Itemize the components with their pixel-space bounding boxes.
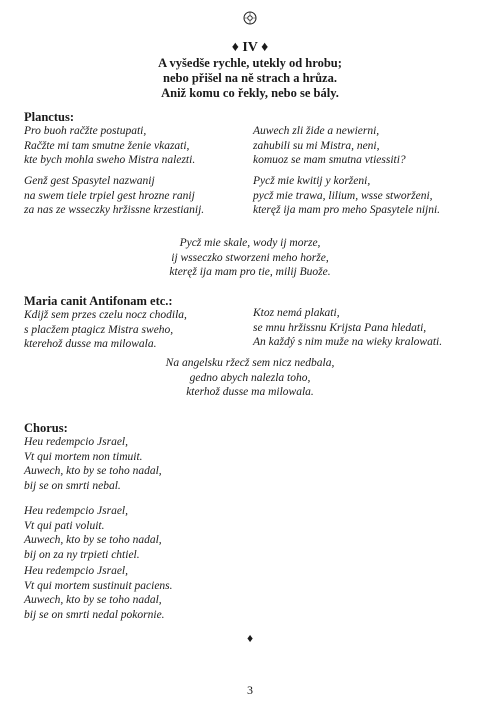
verse-line: Pycž mie kwitij y korženi, (253, 175, 371, 187)
chorus-label: Chorus: (24, 421, 68, 435)
maria-right-stanza (253, 306, 442, 350)
verse-line: Na angelsku ržecž sem nicz nedbala, (165, 357, 335, 369)
verse-line: komuoz se mam smutna vtiessiti? (253, 154, 406, 166)
planctus-right-stanza-1 (253, 124, 406, 168)
page-number: 3 (247, 683, 253, 697)
verse-line: gedno abych nalezla toho, (189, 371, 311, 384)
planctus-right-stanza-2 (253, 174, 440, 218)
maria-left-stanza (24, 308, 187, 352)
heading-line: nebo přišel na ně strach a hrůza. (163, 71, 337, 85)
planctus-left-stanza-2 (24, 174, 204, 218)
chapter-numeral: ♦ IV ♦ (231, 40, 269, 55)
verse-line: kterehož dusse ma milowala. (24, 338, 157, 350)
verse-line: kteręž ija mam pro tie, milij Buože. (169, 266, 331, 278)
verse-line: bij se on smrti nedal pokornie. (24, 608, 165, 621)
verse-line: Heu redempcio Jsrael, (24, 565, 128, 577)
verse-line: bij on za ny trpieti chtiel. (24, 548, 140, 561)
chorus-stanza-2 (24, 504, 162, 562)
verse-line: An každý s nim muže na wieky kralowati. (253, 336, 443, 348)
planctus-center-stanza (0, 236, 500, 280)
verse-line: Vt qui mortem non timuit. (24, 450, 143, 463)
floral-ornament-icon (243, 11, 257, 25)
verse-line: zahubili su mi Mistra, neni, (253, 139, 380, 152)
verse-line: kterhož dusse ma milowala. (186, 386, 314, 398)
verse-line: ij wsseczko stworzeni meho horže, (171, 251, 329, 264)
diamond-ornament-icon: ♦ (246, 631, 254, 645)
verse-line: Auwech, kto by se toho nadal, (24, 594, 162, 606)
planctus-label: Planctus: (24, 110, 74, 124)
verse-line: Vt qui pati voluit. (24, 519, 105, 532)
verse-line: za nas ze wsseczky hržissne krzestianij. (24, 204, 205, 216)
maria-label: Maria canit Antifonam etc.: (24, 294, 173, 308)
heading-line: A vyšedše rychle, utekly od hrobu; (158, 56, 342, 70)
verse-line: Kdijž sem przes czelu nocz chodila, (24, 309, 187, 321)
verse-line: Pycž mie skale, wody ij morze, (179, 237, 321, 249)
verse-line: Heu redempcio Jsrael, (24, 436, 128, 448)
verse-line: Genž gest Spasytel nazwanij (24, 175, 155, 187)
verse-line: Ktoz nemá plakati, (253, 307, 340, 319)
verse-line: Auwech, kto by se toho nadal, (24, 465, 162, 477)
verse-line: na swem tiele trpiel gest hrozne ranij (24, 189, 195, 202)
verse-line: Heu redempcio Jsrael, (24, 505, 128, 517)
verse-line: kteręž ija mam pro meho Spasytele nijni. (253, 204, 441, 216)
verse-line: Račžte mi tam smutne ženie vkazati, (24, 139, 190, 152)
verse-line: Vt qui mortem sustinuit paciens. (24, 579, 173, 592)
maria-center-stanza (0, 356, 500, 400)
verse-line: Pro buoh račžte postupati, (24, 125, 147, 137)
planctus-left-stanza-1 (24, 124, 195, 168)
verse-line: bij se on smrti nebal. (24, 479, 121, 492)
chapter-heading (0, 40, 500, 101)
chorus-stanza-3 (24, 564, 173, 622)
verse-line: se mnu hržissnu Krijsta Pana hledati, (253, 321, 427, 334)
verse-line: Auwech, kto by se toho nadal, (24, 534, 162, 546)
verse-line: pycž mie trawa, lilium, wsse stworženi, (253, 189, 433, 202)
verse-line: s placžem ptagicz Mistra sweho, (24, 323, 174, 336)
heading-line: Aniž komu co řekly, nebo se bály. (161, 86, 339, 100)
verse-line: Auwech zli žide a newierni, (253, 125, 380, 137)
chorus-stanza-1 (24, 435, 162, 493)
verse-line: kte bych mohla sweho Mistra nalezti. (24, 154, 196, 166)
